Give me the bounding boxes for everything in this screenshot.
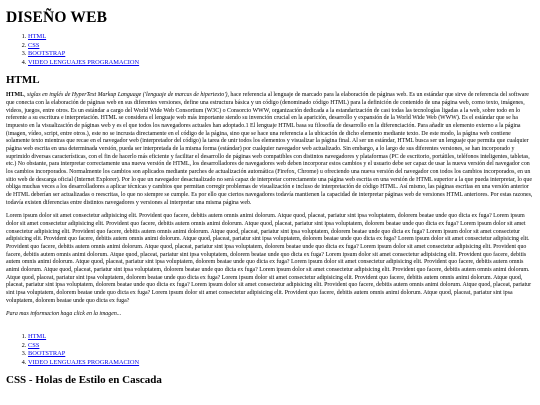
nav-link-html[interactable]: HTML: [28, 33, 47, 41]
nav-link-video-2[interactable]: VIDEO LENGUAJES PROGRAMACION: [28, 358, 140, 366]
nav-item-bootstrap-2: [28, 350, 534, 359]
html-intro-paragraph: [6, 92, 534, 207]
nav-item-video-2: [28, 359, 534, 368]
nav-item-bootstrap: [28, 50, 534, 59]
html-intro-bold: HTML: [6, 92, 24, 99]
lorem-paragraph: Lorem ipsum dolor sit amet consectetur adipisicing elit. Provident quo facere, debitis autem omnis animi dolorum. Atque quod, placeat, pariatur sint ipsa voluptatem, dolorem beatae unde quo dicta ex fuga? Lorem ipsum dolor sit amet consectetur adipisicing elit. Provident quo facere, debitis autem omnis animi dolorum. Atque quod, placeat, pariatur sint ipsa voluptatem, dolorem beatae unde quo dicta ex fuga? Lorem ipsum dolor sit amet consectetur adipisicing elit. Provident quo facere, debitis autem omnis animi dolorum. Atque quod, placeat, pariatur sint ipsa voluptatem, dolorem beatae unde quo dicta ex fuga? Lorem ipsum dolor sit amet consectetur adipisicing elit. Provident quo facere, debitis autem omnis animi dolorum. Atque quod, placeat, pariatur sint ipsa voluptatem, dolorem beatae unde quo dicta ex fuga? Lorem ipsum dolor sit amet consectetur adipisicing elit. Provident quo facere, debitis autem omnis animi dolorum. Atque quod, placeat, pariatur sint ipsa voluptatem, dolorem beatae unde quo dicta ex fuga? Lorem ipsum dolor sit amet consectetur adipisicing elit. Provident quo facere, debitis autem omnis animi dolorum. Atque quod, placeat, pariatur sint ipsa voluptatem, dolorem beatae unde quo dicta ex fuga? Lorem ipsum dolor sit amet consectetur adipisicing elit. Provident quo facere, debitis autem omnis animi dolorum. Atque quod, placeat, pariatur sint ipsa voluptatem, dolorem beatae unde quo dicta ex fuga? Lorem ipsum dolor sit amet consectetur adipisicing elit. Provident quo facere, debitis autem omnis animi dolorum. Atque quod, placeat, pariatur sint ipsa voluptatem, dolorem beatae unde quo dicta ex fuga? Lorem ipsum dolor sit amet consectetur adipisicing elit. Provident quo facere, debitis autem omnis animi dolorum. Atque quod, placeat, pariatur sint ipsa voluptatem, dolorem beatae unde quo dicta ex fuga? Lorem ipsum dolor sit amet consectetur adipisicing elit. Provident quo facere, debitis autem omnis animi dolorum. Atque quod, placeat, pariatur sint ipsa voluptatem, dolorem beatae unde quo dicta ex fuga? Lorem ipsum dolor sit amet consectetur adipisicing elit. Provident quo facere, debitis autem omnis animi dolorum. Atque quod, placeat, pariatur sint ipsa voluptatem, dolorem beatae unde quo dicta ex fuga? Lorem ipsum dolor sit amet consectetur adipisicing elit. Provident quo facere, debitis autem omnis animi dolorum. Atque quod, placeat, pariatur sint ipsa voluptatem, dolorem beatae unde quo dicta ex fuga?: [6, 213, 532, 304]
nav-list-top: [6, 33, 534, 68]
html-intro-italic: , siglas en inglés de HyperText Markup Language ('lenguaje de marcas de hipertexto'),: [24, 92, 229, 99]
nav-link-bootstrap-2[interactable]: BOOTSTRAP: [28, 350, 66, 358]
nav-list-bottom: [6, 333, 534, 368]
html-intro-text: hace referencia al lenguaje de marcado para la elaboración de páginas web. Es un estándar que sirve de referencia del software que conecta con la elaboración de páginas web en sus diferentes versiones, define una estructura básica y un código (denominado código HTML) para la definición de contenido de una página web, como texto, imágenes, videos, juegos, entre otros. Es un estándar a cargo del World Wide Web Consortium (W3C) o Consorcio WWW, organización dedicada a la estandarización de casi todas las tecnologías ligadas a la web, sobre todo en lo referente a su escritura e interpretación. HTML se considera el lenguaje web más importante siendo su invención crucial en la aparición, desarrollo y expansión de la World Wide Web (WWW). Es el estándar que se ha impuesto en la visualización de páginas web y es el que todos los navegadores actuales han adoptado.1 El lenguaje HTML basa su filosofía de desarrollo en la diferenciación. Para añadir un elemento externo a la página (imagen, vídeo, script, entre otros.), este no se incrusta directamente en el código de la página, sino que se hace una referencia a la ubicación de dicho elemento mediante texto. De este modo, la página web contiene solamente texto mientras que recae en el navegador web (interpretador del código) la tarea de unir todos los elementos y visualizar la página final. Al ser un estándar, HTML busca ser un lenguaje que permita que cualquier página web escrita en una determinada versión, pueda ser interpretada de la misma forma (estándar) por cualquier navegador web actualizado. Sin embargo, a lo largo de sus diferentes versiones, se han incorporado y suprimido diversas características, con el fin de hacerlo más eficiente y facilitar el desarrollo de páginas web compatibles con distintos navegadores y plataformas (PC de escritorio, portátiles, teléfonos inteligentes, tabletas, etc.) No obstante, para interpretar correctamente una nueva versión de HTML, los desarrolladores de navegadores web deben incorporar estos cambios y el usuario debe ser capaz de usar la nueva versión del navegador con los cambios incorporados. Normalmente los cambios son aplicados mediante parches de actualización automática (Firefox, Chrome) u ofreciendo una nueva versión del navegador con todos los cambios incorporados, en un sitio web de descarga oficial (Internet Explorer). Por lo que un navegador desactualizado no será capaz de interpretar correctamente una página web escrita en una versión de HTML superior a la que pueda interpretar, lo que obliga muchas veces a los desarrolladores a aplicar técnicas y cambios que permitan corregir problemas de visualización e incluso de interpretación de código HTML. Así mismo, las páginas escritas en una versión anterior de HTML deberían ser actualizadas o reescritas, lo que no siempre se cumple. Es por ello que ciertos navegadores todavía mantienen la capacidad de interpretar páginas web de versiones HTML anteriores. Por estas razones, todavía existen diferencias entre distintos navegadores y versiones al interpretar una misma página web.: [6, 92, 533, 206]
nav-link-css-2[interactable]: CSS: [28, 341, 40, 349]
nav-item-html: [28, 33, 534, 42]
section-heading-html: HTML: [6, 73, 40, 86]
more-info-text: Para mas informacion haga click en la imagen...: [6, 311, 122, 318]
nav-link-css[interactable]: CSS: [28, 41, 40, 49]
nav-link-html-2[interactable]: HTML: [28, 333, 47, 341]
section-heading-css: CSS - Holas de Estilo en Cascada: [6, 373, 162, 386]
nav-link-bootstrap[interactable]: BOOTSTRAP: [28, 50, 66, 58]
nav-item-css: [28, 42, 534, 51]
nav-item-video: [28, 59, 534, 68]
nav-item-css-2: [28, 342, 534, 351]
page-title: DISEÑO WEB: [6, 9, 108, 26]
nav-item-html-2: [28, 333, 534, 342]
nav-link-video[interactable]: VIDEO LENGUAJES PROGRAMACION: [28, 58, 140, 66]
